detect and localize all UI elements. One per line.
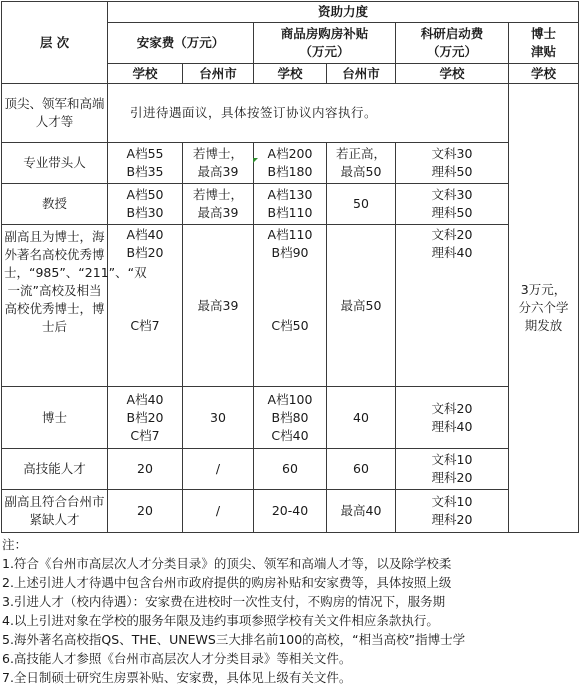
row-level: 专业带头人 [2,143,108,184]
research-cell: 文科20 理科40 [396,225,509,387]
research-cell: 文科10 理科20 [396,490,509,533]
negotiated-note: 引进待遇面议，具体按签订协议内容执行。 [108,84,509,143]
row-level: 高技能人才 [2,449,108,490]
settle-school-cell: A档40 B档20 C档7 [108,225,183,387]
house-city-cell: 40 [327,387,396,449]
subheader-school: 学校 [396,64,509,84]
settle-city-cell: 若博士， 最高39 [183,184,254,225]
settle-school-cell: A档55 B档35 [108,143,183,184]
subheader-school: 学校 [254,64,327,84]
house-school-cell: A档200 B档180 [254,143,327,184]
note-item: 6.高技能人才参照《台州市高层次人才分类目录》等相关文件。 [2,651,352,666]
table-row [2,449,579,490]
table-row [2,184,579,225]
research-cell: 文科30 理科50 [396,143,509,184]
subheader-city: 台州市 [183,64,254,84]
note-item: 1.符合《台州市高层次人才分类目录》的顶尖、领军和高端人才等，以及除学校柔 [2,556,452,571]
note-item: 2.上述引进人才待遇中包含台州市政府提供的购房补贴和安家费等，具体按照上级 [2,575,452,590]
note-item: 7.全日制硕士研究生房票补贴、安家费，具体见上级有关文件。 [2,670,352,685]
header-research: 科研启动费 （万元） [396,23,509,64]
settle-city-cell: 若博士， 最高39 [183,143,254,184]
house-city-cell: 最高40 [327,490,396,533]
settle-school-cell: 20 [108,449,183,490]
notes-section [2,535,578,687]
row-level: 教授 [2,184,108,225]
subheader-school: 学校 [108,64,183,84]
research-cell: 文科30 理科50 [396,184,509,225]
house-school-cell: 20-40 [254,490,327,533]
row-level: 副高且符合台州市紧缺人才 [2,490,108,533]
settle-school-cell: A档50 B档30 [108,184,183,225]
note-item: 5.海外著名高校指QS、THE、UNEWS三大排名前100的高校，“相当高校”指博士学 [2,632,466,647]
table-row [2,490,579,533]
house-school-cell: A档100 B档80 C档40 [254,387,327,449]
header-funding: 资助力度 [108,2,579,23]
table-row [2,143,579,184]
row-level: 顶尖、领军和高端人才等 [2,84,108,143]
house-school-cell: 60 [254,449,327,490]
note-item: 4.以上引进对象在学校的服务年限及违约事项参照学校有关文件相应条款执行。 [2,613,439,628]
research-cell: 文科10 理科20 [396,449,509,490]
research-cell: 文科20 理科40 [396,387,509,449]
settle-school-cell: 20 [108,490,183,533]
settle-city-cell: / [183,490,254,533]
house-city-cell: 若正高， 最高50 [327,143,396,184]
row-level: 副高且为博士，海外著名高校优秀博士，“985”、“211”、“双一流”高校及相当高校优秀博士，博士后 [2,225,108,387]
settle-city-cell: / [183,449,254,490]
phd-allowance-cell: 3万元， 分六个学 期发放 [509,84,579,533]
house-city-cell: 最高50 [327,225,396,387]
settle-city-cell: 30 [183,387,254,449]
table-row [2,84,579,143]
note-item: 3.引进人才（校内待遇）：安家费在进校时一次性支付，不购房的情况下，服务期 [2,594,446,609]
house-school-cell: A档110 B档90 C档50 [254,225,327,387]
house-city-cell: 60 [327,449,396,490]
header-housing: 商品房购房补贴 （万元） [254,23,396,64]
comment-marker-icon [253,158,258,163]
settle-city-cell: 最高39 [183,225,254,387]
house-school-cell: A档130 B档110 [254,184,327,225]
funding-table [1,1,579,533]
header-settlement: 安家费（万元） [108,23,254,64]
house-city-cell: 50 [327,184,396,225]
table-row [2,225,579,387]
header-phd-allowance: 博士 津贴 [509,23,579,64]
table-row [2,387,579,449]
header-level: 层 次 [2,2,108,84]
settle-school-cell: A档40 B档20 C档7 [108,387,183,449]
notes-title: 注： [2,537,28,552]
row-level: 博士 [2,387,108,449]
subheader-school: 学校 [509,64,579,84]
subheader-city: 台州市 [327,64,396,84]
